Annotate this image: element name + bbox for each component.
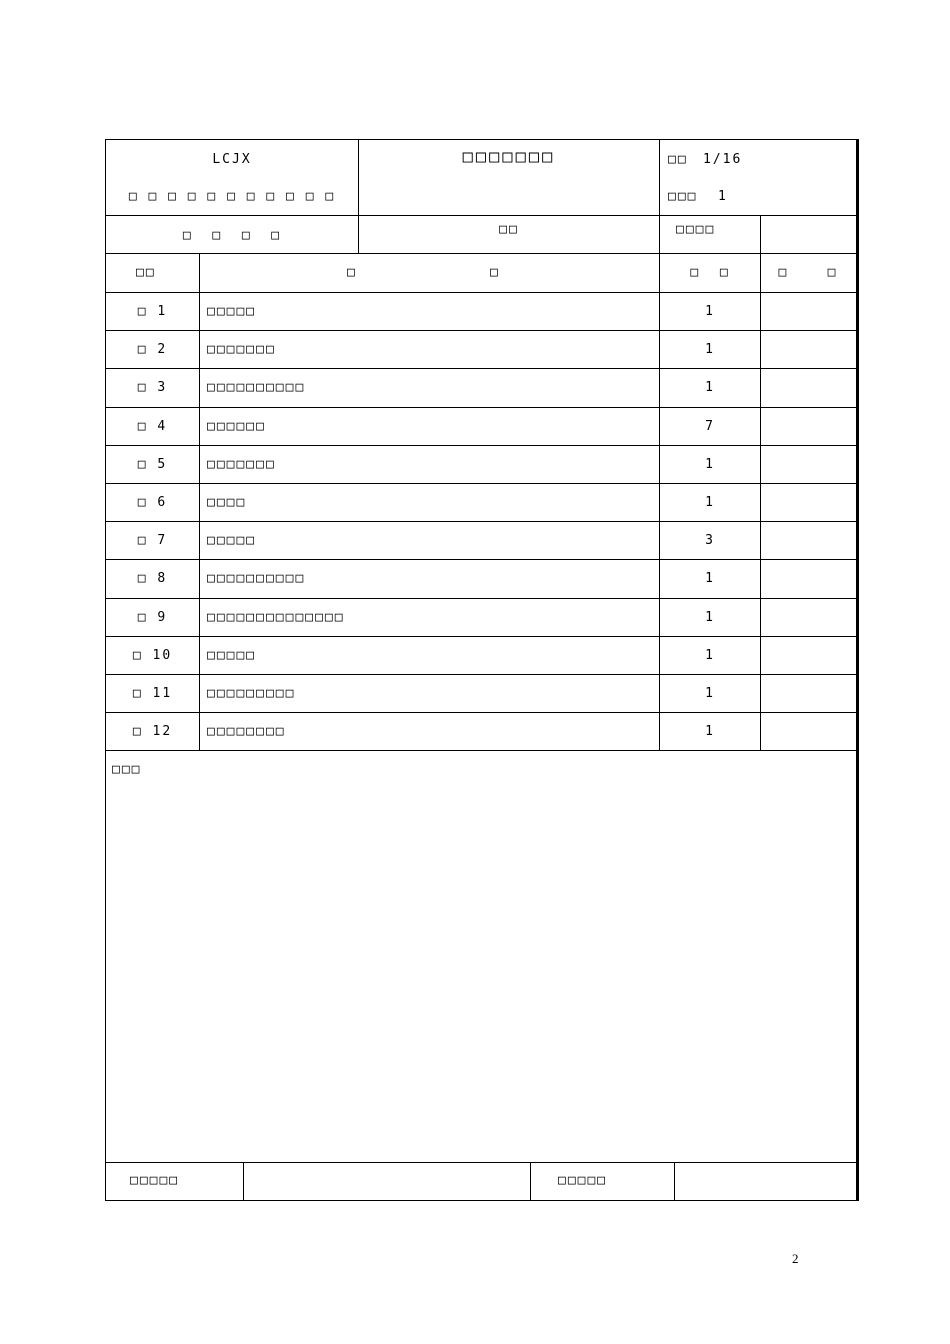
row-number: □ 4 (137, 419, 168, 434)
row-quantity: 3 (705, 533, 715, 548)
grid-line-horizontal (105, 1200, 858, 1201)
row-name: □□□□□□□ (207, 457, 276, 472)
grid-line-horizontal (105, 712, 858, 713)
row-number: □ 2 (137, 342, 168, 357)
row-quantity: 1 (705, 648, 715, 663)
grid-line (760, 215, 761, 750)
row-number: □ 8 (137, 571, 168, 586)
grid-line-horizontal (105, 674, 858, 675)
grid-line (530, 1162, 531, 1201)
row-quantity: 1 (705, 610, 715, 625)
grid-line (674, 1162, 675, 1201)
grid-line-horizontal (105, 598, 858, 599)
grid-line (358, 139, 359, 253)
row-number: □ 7 (137, 533, 168, 548)
col-header-name-a: □ (347, 265, 357, 280)
col-header-name-b: □ (490, 265, 500, 280)
row-quantity: 7 (705, 419, 715, 434)
page-label: □□ (668, 152, 688, 167)
row-name: □□□□□□□ (207, 342, 276, 357)
row-name: □□□□□□□□□ (207, 686, 296, 701)
grid-line-horizontal (105, 445, 858, 446)
page-number: 2 (792, 1251, 799, 1266)
grid-line-horizontal (105, 636, 858, 637)
row-quantity: 1 (705, 342, 715, 357)
version-label: □□□ (668, 189, 698, 204)
grid-line-horizontal (105, 483, 858, 484)
row-number: □ 10 (132, 648, 173, 663)
row-name: □□□□□ (207, 304, 257, 319)
grid-line (659, 139, 660, 750)
grid-line-horizontal (105, 407, 858, 408)
row-quantity: 1 (705, 724, 715, 739)
grid-line-horizontal (105, 139, 858, 140)
footer-left-label: □□□□□ (130, 1173, 180, 1188)
col-header-remark: □ □ (778, 265, 838, 280)
border-right (856, 139, 859, 1201)
row-number: □ 12 (132, 724, 173, 739)
row-number: □ 5 (137, 457, 168, 472)
row-name: □□□□□□□□□□ (207, 380, 306, 395)
row2-right-label: □□□□ (676, 222, 716, 237)
row2-left-label: □ □ □ □ (182, 228, 282, 243)
grid-line-horizontal (105, 521, 858, 522)
version-value: 1 (718, 189, 728, 204)
grid-line (199, 253, 200, 750)
row-name: □□□□ (207, 495, 247, 510)
row-number: □ 1 (137, 304, 168, 319)
row-quantity: 1 (705, 304, 715, 319)
row-number: □ 6 (137, 495, 168, 510)
row-quantity: 1 (705, 686, 715, 701)
grid-line-horizontal (105, 292, 858, 293)
grid-line-horizontal (105, 368, 858, 369)
col-header-qty: □ □ (690, 265, 730, 280)
grid-line-horizontal (105, 330, 858, 331)
grid-line-horizontal (105, 253, 858, 254)
org-name: □ □ □ □ □ □ □ □ □ □ □ (128, 189, 336, 204)
grid-line-horizontal (105, 215, 858, 216)
grid-line-horizontal (105, 559, 858, 560)
grid-line-horizontal (105, 750, 858, 751)
row-quantity: 1 (705, 571, 715, 586)
border-left (105, 139, 106, 1201)
row-name: □□□□□ (207, 533, 257, 548)
notes-label: □□□ (112, 762, 142, 777)
row-number: □ 11 (132, 686, 173, 701)
row-name: □□□□□□□□□□□□□□ (207, 610, 345, 625)
footer-right-label: □□□□□ (558, 1173, 608, 1188)
row-quantity: 1 (705, 457, 715, 472)
row-name: □□□□□ (207, 648, 257, 663)
col-header-no: □□ (136, 265, 156, 280)
grid-line (243, 1162, 244, 1201)
row-quantity: 1 (705, 380, 715, 395)
row-number: □ 3 (137, 380, 168, 395)
grid-line-horizontal (105, 1162, 858, 1163)
row2-mid-label: □□ (499, 222, 519, 237)
row-name: □□□□□□□□□□ (207, 571, 306, 586)
page-value: 1/16 (703, 152, 743, 167)
doc-code: LCJX (212, 152, 252, 167)
row-name: □□□□□□ (207, 419, 266, 434)
doc-title: □□□□□□□ (462, 147, 556, 167)
row-name: □□□□□□□□ (207, 724, 286, 739)
row-quantity: 1 (705, 495, 715, 510)
row-number: □ 9 (137, 610, 168, 625)
